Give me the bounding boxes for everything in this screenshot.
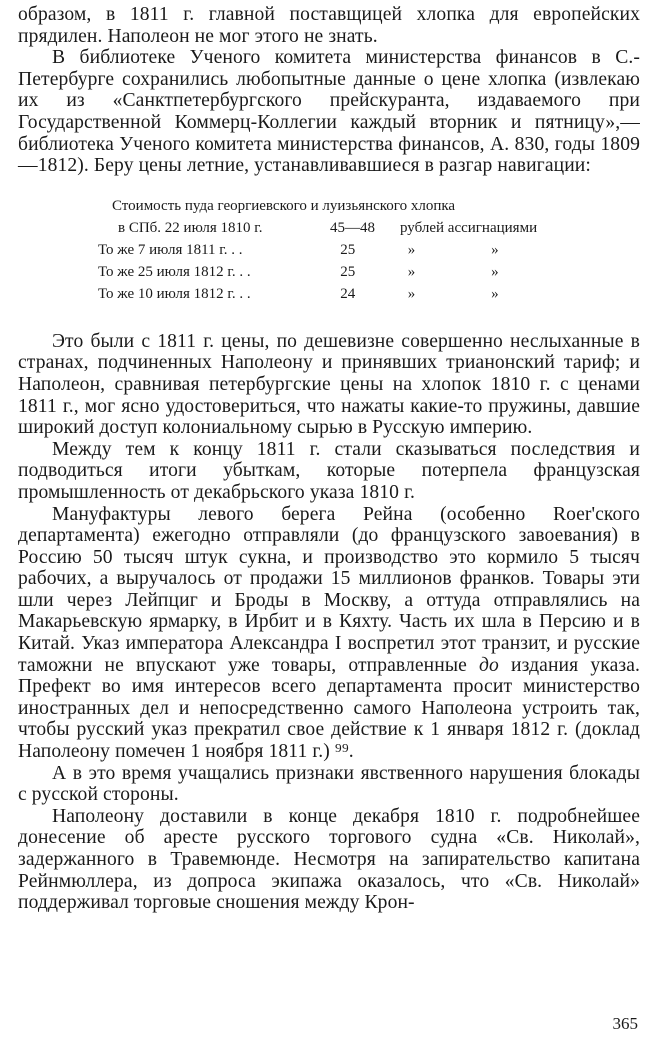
price-label: То же 25 июля 1812 г. . . (98, 263, 251, 280)
emphasis-text: до (479, 654, 499, 676)
ditto-mark: » (491, 285, 499, 302)
price-table-unit: рублей ассигнациями (400, 219, 538, 236)
price-table-first-row (98, 217, 640, 239)
paragraph-text: А в это время учащались признаки явственного нарушения блокады с русской стороны. (18, 762, 640, 806)
ditto-mark: » (407, 285, 416, 302)
paragraph (18, 4, 640, 47)
page-number: 365 (612, 1014, 638, 1033)
ditto-mark: » (491, 263, 499, 280)
price-table-first-value: 45—48 (330, 219, 375, 236)
paragraph-text: В библиотеке Ученого комитета министерства финансов в С.-Петербурге сохранились любопытные данные о цене хлопка (извлекаю их из «Санктпетербургского прейскуранта, издаваемого при Государственной Коммерц-Коллегии каждый вторник и пятницу»,— библиотека Ученого комитета министерства финансов, А. 830, годы 1809—1812). Беру цены летние, устанавливавшиеся в разгар навигации: (18, 47, 640, 177)
price-label: То же 10 июля 1812 г. . . (98, 285, 251, 302)
paragraph (18, 806, 640, 914)
price-table-caption-row (98, 195, 640, 217)
ditto-mark: » (407, 241, 416, 258)
paragraph-text: издания указа. Префект во имя интересов всего департамента просит министерство иностранных дел и непосредственно самого Наполеона устроить так, чтобы русский указ прекратил свое действие к 1 января 1812 г. (доклад Наполеону помечен 1 ноября 1811 г.) ⁹⁹. (18, 654, 640, 763)
price-table-first-label: в СПб. 22 июля 1810 г. (118, 219, 263, 236)
price-table-row (98, 239, 640, 261)
cotton-price-table (98, 195, 640, 305)
paragraph (18, 439, 640, 504)
paragraph (18, 504, 640, 763)
paragraph-text: Это были с 1811 г. цены, по дешевизне совершенно неслыханные в странах, подчиненных Наполеону и принявших трианонский тариф; и Наполеон, сравнивая петербургские цены на хлопок 1810 г. с ценами 1811 г., мог ясно удостовериться, что нажаты какие-то пружины, давшие широкий доступ колониальному сырью в Русскую империю. (18, 330, 640, 439)
price-table-row (98, 283, 640, 305)
ditto-mark: » (407, 263, 416, 280)
text-block-bottom (18, 331, 640, 914)
price-value: 24 (340, 285, 356, 302)
paragraph (18, 47, 640, 177)
price-table-row (98, 261, 640, 283)
price-table-caption: Стоимость пуда георгиевского и луизьянского хлопка (112, 197, 456, 214)
price-value: 25 (340, 263, 356, 280)
book-page (18, 4, 640, 914)
price-label: То же 7 июля 1811 г. . . (98, 241, 243, 258)
price-table-rows (98, 239, 640, 305)
paragraph-text: Наполеону доставили в конце декабря 1810 г. подробнейшее донесение об аресте русского торгового судна «Св. Николай», задержанного в Травемюнде. Несмотря на запирательство капитана Рейнмюллера, из допроса экипажа оказалось, что «Св. Николай» поддерживал торговые сношения между Крон- (18, 805, 640, 914)
ditto-mark: » (491, 241, 499, 258)
paragraph (18, 331, 640, 439)
paragraph-text: образом, в 1811 г. главной поставщицей хлопка для европейских прядилен. Наполеон не мог этого не знать. (18, 4, 640, 47)
paragraph-text: Мануфактуры левого берега Рейна (особенно Roer'ского департамента) ежегодно отправляли (до французского завоевания) в Россию 50 тысяч штук сукна, и производство это кормило 5 тысяч рабочих, а выручалось от продажи 15 миллионов франков. Товары эти шли через Лейпциг и Броды в Москву, а оттуда отправлялись на Макарьевскую ярмарку, в Ирбит и в Кяхту. Часть их шла в Персию и в Китай. Указ императора Александра I воспретил этот транзит, и русские таможни не впускают уже товары, отправленные (18, 503, 640, 676)
text-block-top (18, 4, 640, 177)
paragraph (18, 763, 640, 806)
price-value: 25 (340, 241, 356, 258)
paragraph-text: Между тем к концу 1811 г. стали сказываться последствия и подводиться итоги убыткам, которые потерпела французская промышленность от декабрьского указа 1810 г. (18, 438, 640, 503)
